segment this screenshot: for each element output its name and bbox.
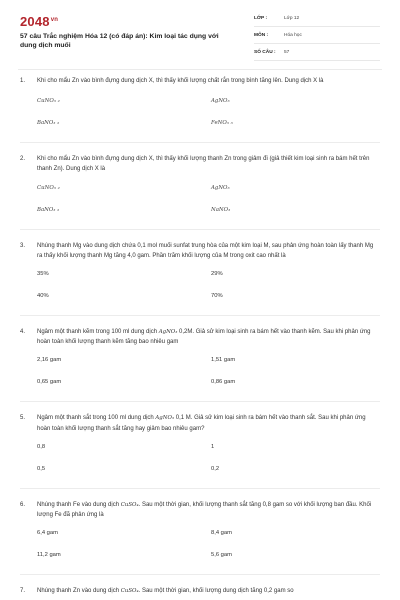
question-list xyxy=(0,76,400,596)
answer-option-d[interactable]: 0,86 gam xyxy=(211,379,236,386)
inline-formula: CuSO₄ xyxy=(120,501,139,508)
document-title: 57 câu Trắc nghiệm Hóa 12 (có đáp án): Kim loại tác dụng với dung dịch muối xyxy=(20,33,219,50)
text-segment: Nhúng thanh Zn vào dung dịch xyxy=(37,588,121,595)
question-number: 4. xyxy=(20,329,26,336)
question-4 xyxy=(0,327,400,402)
answer-option-a[interactable]: 6,4 gam xyxy=(37,530,58,537)
answer-option-d[interactable]: NaNO₃ xyxy=(211,206,231,213)
site-logo[interactable] xyxy=(20,14,58,29)
question-divider xyxy=(20,401,380,402)
answer-option-b[interactable]: AgNO₃ xyxy=(211,98,230,105)
question-text xyxy=(20,154,380,174)
question-text xyxy=(20,76,380,86)
question-5 xyxy=(0,413,400,488)
question-text xyxy=(20,500,380,520)
question-number: 7. xyxy=(20,588,26,595)
question-divider xyxy=(20,574,380,575)
answer-option-b[interactable]: AgNO₃ xyxy=(211,184,230,191)
meta-value: Hóa học xyxy=(284,33,302,38)
question-number: 1. xyxy=(20,78,26,84)
answer-option-c[interactable]: 0,5 xyxy=(37,465,46,472)
text-segment: 0,1 M. Giả sử kim loại sinh ra bám hết vào thanh sắt. Sau khi phản ứng hoàn toàn khối lượng thanh sắt tăng hay giảm bao nhiêu gam? xyxy=(37,415,366,432)
answer-options xyxy=(37,444,380,486)
question-body xyxy=(37,588,294,594)
answer-option-c[interactable]: 40% xyxy=(37,293,49,300)
answer-options xyxy=(37,530,380,572)
answer-options xyxy=(37,185,380,227)
answer-option-d[interactable]: 0,2 xyxy=(211,465,220,472)
answer-options xyxy=(37,98,380,140)
answer-option-b[interactable]: 29% xyxy=(211,271,223,278)
answer-option-c[interactable]: 0,65 gam xyxy=(37,379,62,386)
question-2 xyxy=(0,154,400,229)
text-segment: Nhúng thanh Fe vào dung dịch xyxy=(37,501,121,508)
question-divider xyxy=(20,229,380,230)
question-divider xyxy=(20,315,380,316)
question-7 xyxy=(0,586,400,596)
inline-formula: CuSO₄ xyxy=(120,588,139,595)
header-divider xyxy=(18,69,382,70)
inline-formula: AgNO₃ xyxy=(158,329,178,336)
answer-option-b[interactable]: 1,51 gam xyxy=(211,357,236,364)
meta-value: 57 xyxy=(284,50,290,55)
question-number: 3. xyxy=(20,242,26,249)
question-number: 2. xyxy=(20,156,26,163)
meta-row-subject xyxy=(254,31,380,44)
question-number: 5. xyxy=(20,415,26,422)
question-body: Nhúng thanh Mg vào dung dịch chứa 0,1 mol muối sunfat trung hòa của một kim loại M, sau phản ứng hoàn toàn lấy thanh Mg ra thấy khối lượng thanh Mg tăng 4,0 gam. Phần trăm khối lượng của M trong oxit cao nhất là xyxy=(37,242,374,259)
answer-option-c[interactable]: 11,2 gam xyxy=(37,552,61,559)
meta-key: SỐ CÂU : xyxy=(254,50,276,55)
question-text xyxy=(20,241,380,261)
answer-option-d[interactable]: 5,6 gam xyxy=(211,552,232,559)
text-segment: Ngâm một thanh kẽm trong 100 ml dung dịch xyxy=(37,329,159,336)
question-body xyxy=(37,329,371,345)
answer-option-c[interactable]: BaNO₃ ₂ xyxy=(37,206,60,213)
answer-option-c[interactable]: BaNO₃ ₂ xyxy=(37,120,60,127)
logo-text: 2048 xyxy=(20,14,50,29)
document-meta xyxy=(254,14,380,65)
inline-formula: AgNO₃ xyxy=(155,415,175,422)
question-divider xyxy=(20,488,380,489)
answer-option-b[interactable]: 8,4 gam xyxy=(211,530,232,537)
text-segment: . Sau một thời gian, khối lượng thanh sắt tăng 0,8 gam so với khối lượng ban đầu. Khối lượng Fe đã phản ứng là xyxy=(37,501,372,519)
page-header xyxy=(0,0,400,66)
answer-option-a[interactable]: 0,8 xyxy=(37,443,46,450)
question-text xyxy=(20,413,380,433)
question-text xyxy=(20,327,380,347)
answer-options xyxy=(37,357,380,399)
answer-option-d[interactable]: 70% xyxy=(211,293,223,300)
logo-suffix: vn xyxy=(50,16,59,23)
answer-option-a[interactable]: CuNO₃ ₂ xyxy=(37,184,60,191)
question-3 xyxy=(0,241,400,316)
question-divider xyxy=(20,142,380,143)
question-body xyxy=(37,502,371,518)
text-segment: 0,2M. Giả sử kim loại sinh ra bám hết vào thanh kẽm. Sau khi phản ứng hoàn toàn khối lượng thanh kẽm tăng bao nhiêu gam xyxy=(37,329,371,346)
question-body xyxy=(37,415,366,431)
meta-value: Lớp 12 xyxy=(284,16,300,21)
question-body: Khi cho mẩu Zn vào bình đựng dung dịch X, thì thấy khối lượng thanh Zn trong giảm đi (giả thiết kim loại sinh ra bám hết trên thanh Zn). Dung dịch X là xyxy=(37,156,370,173)
question-text xyxy=(20,586,380,596)
question-number: 6. xyxy=(20,501,26,508)
answer-option-a[interactable]: 35% xyxy=(37,271,49,278)
answer-options xyxy=(37,271,380,313)
meta-key: MÔN : xyxy=(254,33,269,38)
answer-option-a[interactable]: 2,16 gam xyxy=(37,357,62,364)
text-segment: Ngâm một thanh sắt trong 100 ml dung dịch xyxy=(37,415,156,422)
answer-option-d[interactable]: FeNO₃ ₃ xyxy=(211,120,233,127)
meta-row-class xyxy=(254,14,380,27)
question-1 xyxy=(0,76,400,143)
question-6 xyxy=(0,500,400,575)
text-segment: . Sau một thời gian, khối lượng dung dịch tăng 0,2 gam so xyxy=(138,588,294,595)
meta-key: LỚP : xyxy=(254,16,268,21)
question-body: Khi cho mẩu Zn vào bình đựng dung dịch X, thì thấy khối lượng chất rắn trong bình tăng lên. Dung dịch X là xyxy=(37,78,324,84)
answer-option-b[interactable]: 1 xyxy=(211,443,215,450)
answer-option-a[interactable]: CuNO₃ ₂ xyxy=(37,98,60,105)
meta-row-count xyxy=(254,48,380,61)
